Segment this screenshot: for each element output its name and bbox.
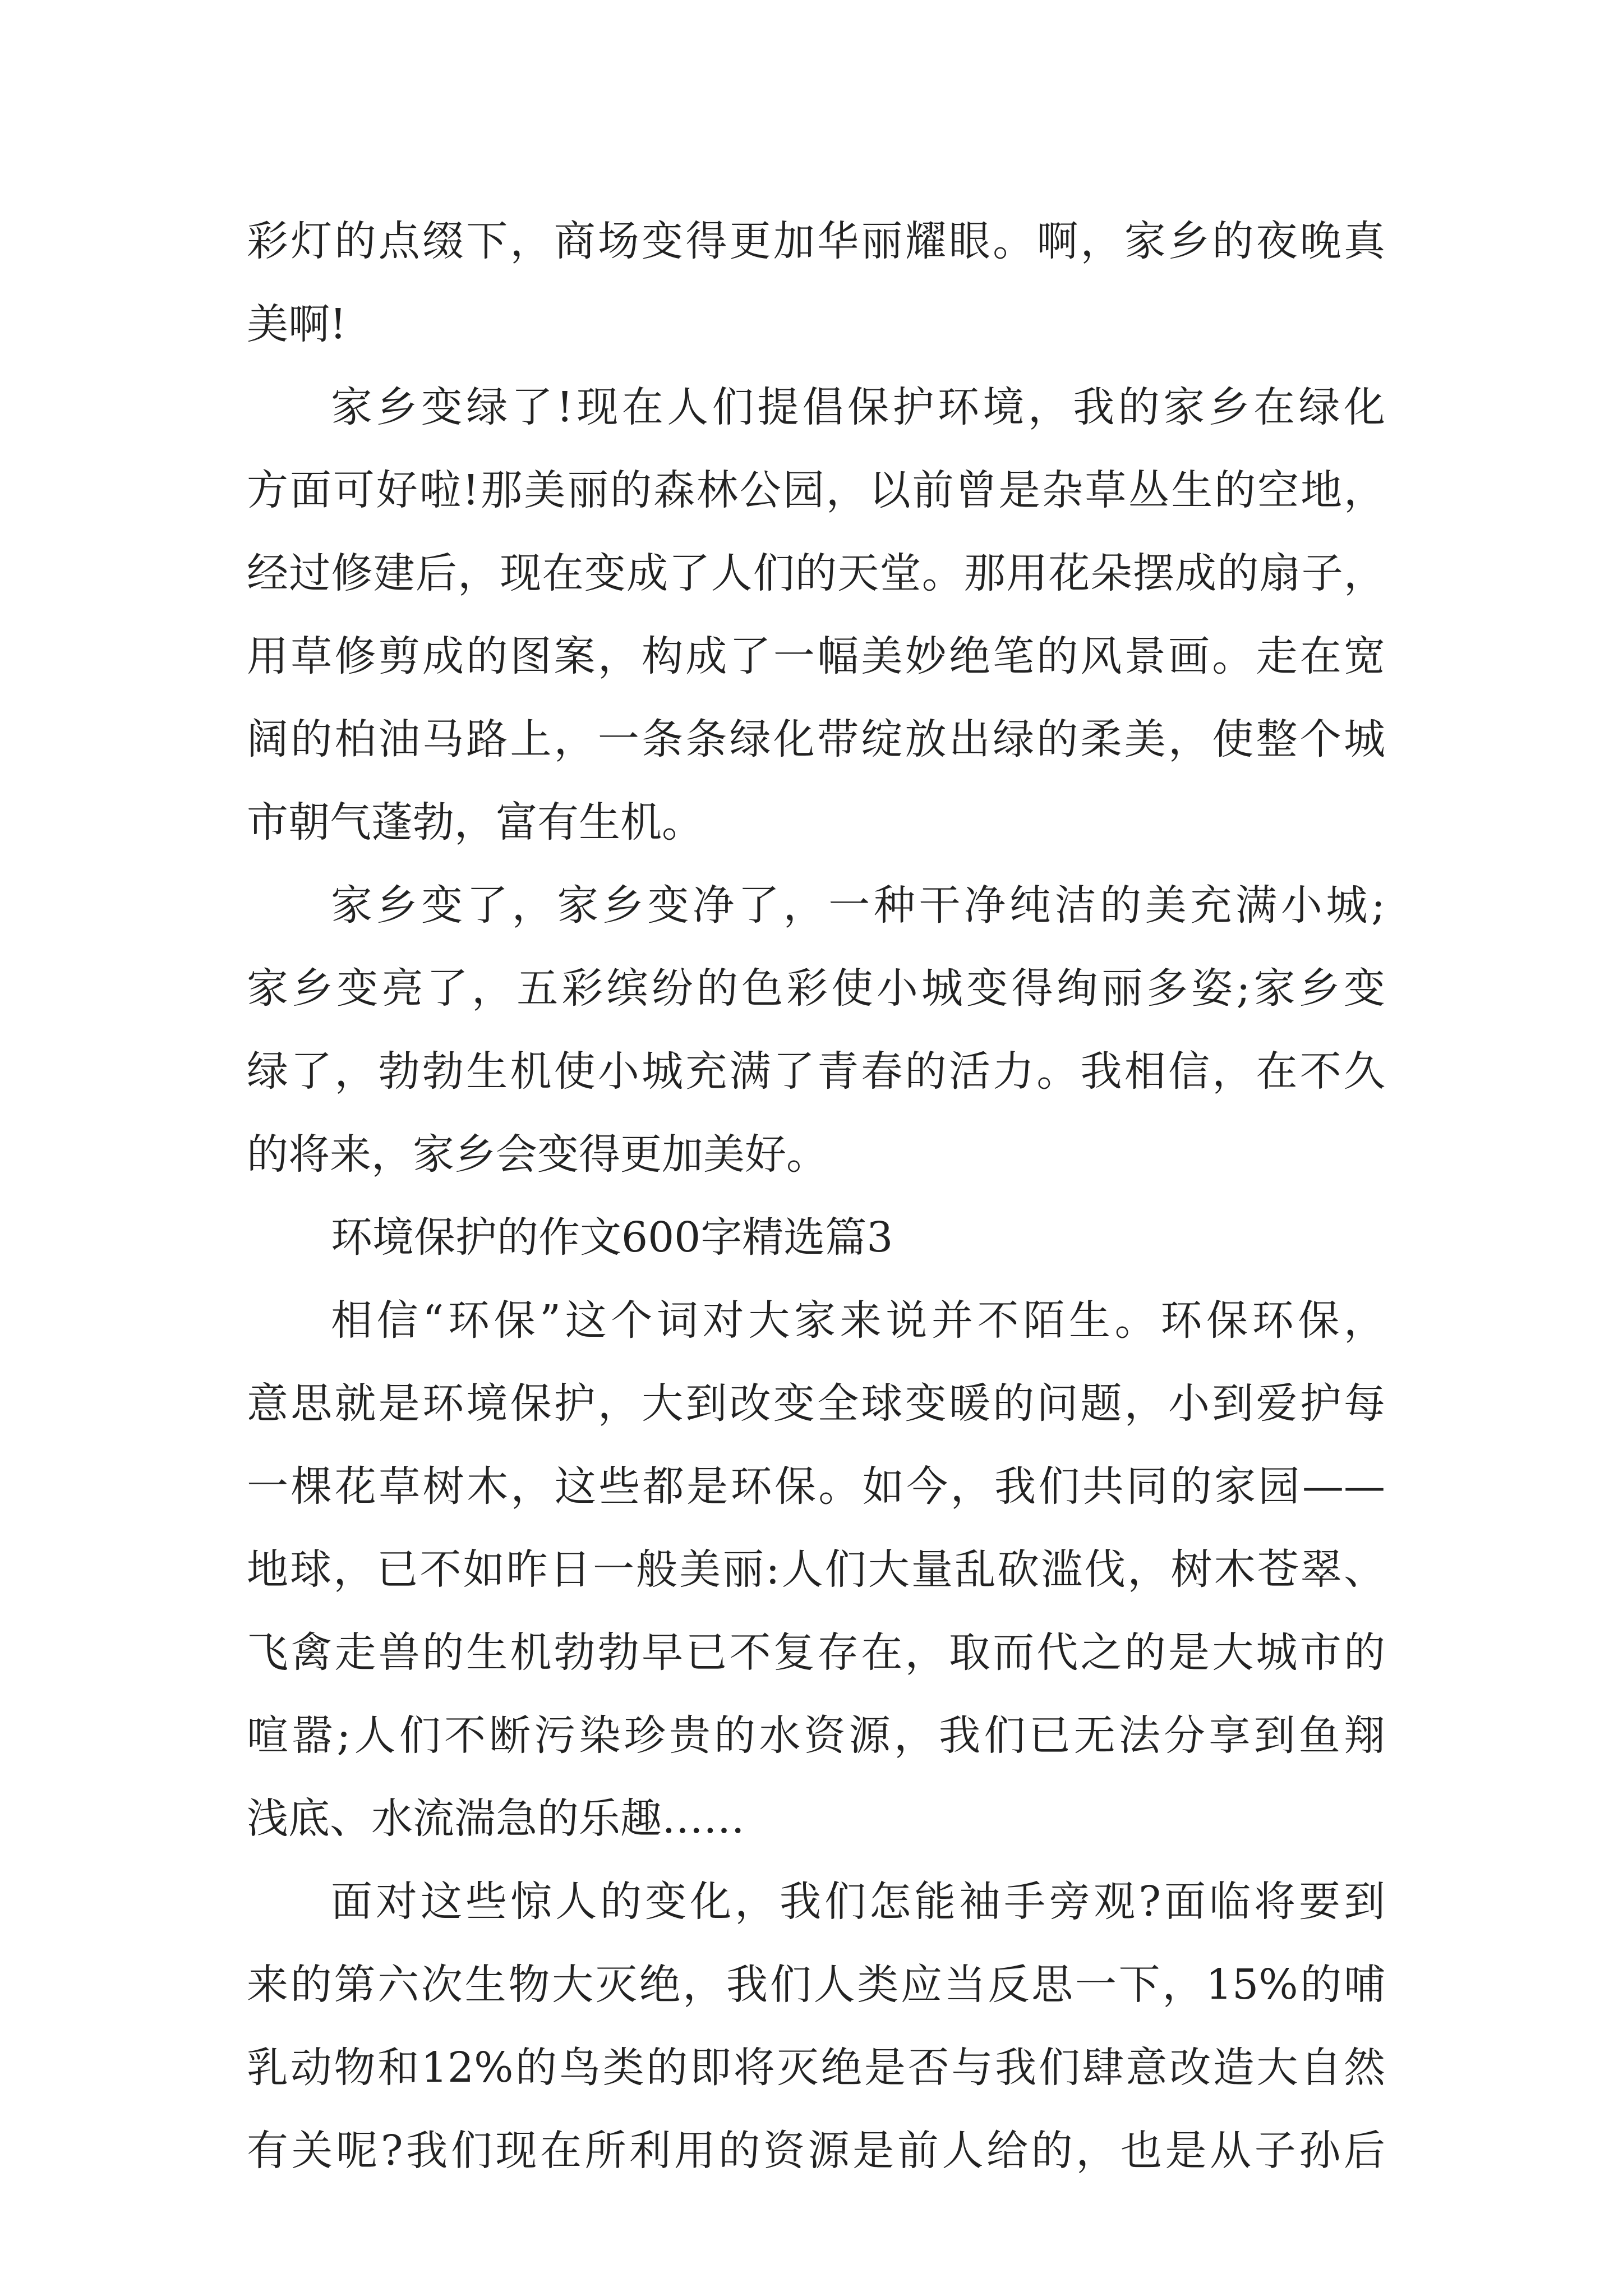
text-line: 美啊! [247, 300, 347, 348]
text-line: 一棵花草树木，这些都是环保。如今，我们共同的家园—— [247, 1462, 1385, 1511]
text-line: 市朝气蓬勃，富有生机。 [247, 798, 703, 846]
text-line: 有关呢?我们现在所利用的资源是前人给的，也是从子孙后 [247, 2127, 1385, 2175]
text-line: 经过修建后，现在变成了人们的天堂。那用花朵摆成的扇子， [247, 549, 1385, 597]
text-line: 方面可好啦!那美丽的森林公园，以前曾是杂草丛生的空地， [247, 466, 1385, 514]
text-line: 意思就是环境保护，大到改变全球变暖的问题，小到爱护每 [247, 1379, 1385, 1428]
paragraph-first-line: 家乡变了，家乡变净了，一种干净纯洁的美充满小城; [331, 881, 1385, 930]
text-line: 彩灯的点缀下，商场变得更加华丽耀眼。啊，家乡的夜晚真 [247, 217, 1385, 265]
text-line: 家乡变亮了，五彩缤纷的色彩使小城变得绚丽多姿;家乡变 [247, 964, 1385, 1013]
paragraph-first-line: 相信“环保”这个词对大家来说并不陌生。环保环保， [331, 1296, 1385, 1345]
section-heading: 环境保护的作文600字精选篇3 [331, 1213, 893, 1262]
text-line: 飞禽走兽的生机勃勃早已不复存在，取而代之的是大城市的 [247, 1628, 1385, 1677]
paragraph-first-line: 家乡变绿了!现在人们提倡保护环境，我的家乡在绿化 [331, 383, 1385, 431]
text-line: 喧嚣;人们不断污染珍贵的水资源，我们已无法分享到鱼翔 [247, 1711, 1385, 1760]
text-line: 乳动物和12%的鸟类的即将灭绝是否与我们肆意改造大自然 [247, 2044, 1385, 2092]
text-line: 绿了，勃勃生机使小城充满了青春的活力。我相信，在不久 [247, 1047, 1385, 1096]
paragraph-first-line: 面对这些惊人的变化，我们怎能袖手旁观?面临将要到 [331, 1878, 1385, 1926]
text-line: 的将来，家乡会变得更加美好。 [247, 1130, 828, 1179]
text-line: 来的第六次生物大灭绝，我们人类应当反思一下，15%的哺 [247, 1961, 1385, 2009]
text-line: 阔的柏油马路上，一条条绿化带绽放出绿的柔美，使整个城 [247, 715, 1385, 763]
text-line: 用草修剪成的图案，构成了一幅美妙绝笔的风景画。走在宽 [247, 632, 1385, 680]
text-line: 浅底、水流湍急的乐趣…… [247, 1795, 745, 1843]
text-line: 地球，已不如昨日一般美丽:人们大量乱砍滥伐，树木苍翠、 [247, 1545, 1385, 1594]
